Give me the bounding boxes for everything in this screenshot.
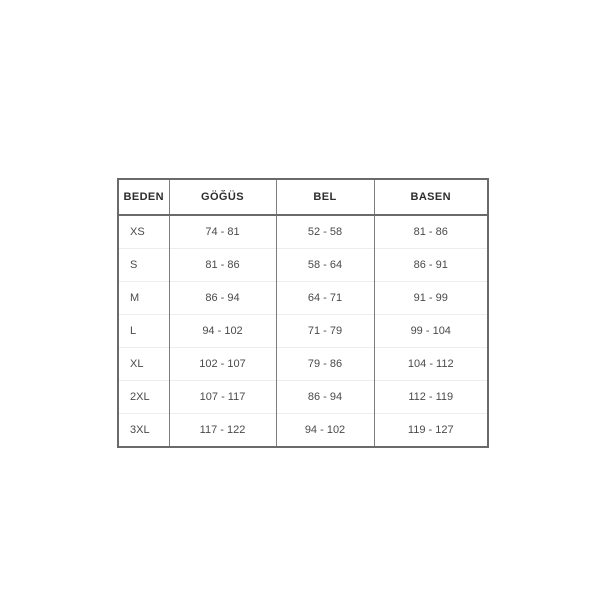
table-row	[118, 315, 488, 348]
table-row	[118, 348, 488, 381]
header-cell-basen: BASEN	[374, 179, 488, 215]
measurement-cell: 94 - 102	[276, 414, 374, 448]
measurement-cell: 86 - 94	[169, 282, 276, 315]
measurement-cell: 119 - 127	[374, 414, 488, 448]
measurement-cell: 86 - 94	[276, 381, 374, 414]
measurement-cell: 117 - 122	[169, 414, 276, 448]
table-row	[118, 282, 488, 315]
size-label-cell: 3XL	[118, 414, 169, 448]
measurement-cell: 74 - 81	[169, 215, 276, 249]
size-label-cell: L	[118, 315, 169, 348]
size-label-cell: XS	[130, 226, 145, 238]
measurement-cell: 86 - 91	[374, 249, 488, 282]
measurement-cell: 79 - 86	[276, 348, 374, 381]
measurement-cell: 99 - 104	[374, 315, 488, 348]
header-cell-beden: BEDEN	[118, 179, 169, 215]
size-chart-table	[117, 178, 489, 448]
measurement-cell: 71 - 79	[276, 315, 374, 348]
measurement-cell: 81 - 86	[169, 249, 276, 282]
header-cell-gogus: GÖĞÜS	[169, 179, 276, 215]
measurement-cell: 94 - 102	[169, 315, 276, 348]
size-label-cell: 2XL	[118, 381, 169, 414]
measurement-cell: 102 - 107	[169, 348, 276, 381]
table-row	[118, 414, 488, 448]
table-row	[118, 215, 488, 249]
table-row	[118, 381, 488, 414]
size-label-cell: S	[118, 249, 169, 282]
measurement-cell: 91 - 99	[374, 282, 488, 315]
measurement-cell: 52 - 58	[276, 215, 374, 249]
size-chart-header	[118, 179, 488, 215]
size-label-cell: XL	[118, 348, 169, 381]
measurement-cell: 112 - 119	[374, 381, 488, 414]
measurement-cell: 107 - 117	[169, 381, 276, 414]
header-cell-bel: BEL	[276, 179, 374, 215]
table-row	[118, 249, 488, 282]
measurement-cell: 64 - 71	[276, 282, 374, 315]
size-label-cell: M	[118, 282, 169, 315]
measurement-cell: 104 - 112	[374, 348, 488, 381]
size-chart-body	[118, 215, 488, 447]
header-row	[118, 179, 488, 215]
measurement-cell: 58 - 64	[276, 249, 374, 282]
measurement-cell: 81 - 86	[374, 215, 488, 249]
